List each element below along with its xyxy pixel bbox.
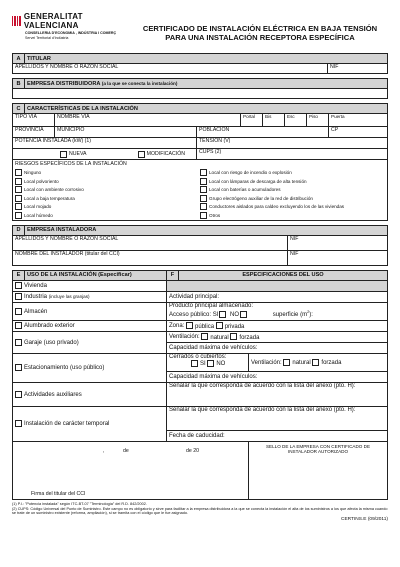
riesgo-checkbox[interactable]: [200, 178, 385, 185]
nombre-via-field[interactable]: NOMBRE VÍA: [55, 114, 241, 127]
actividad-principal-field[interactable]: Actividad principal:: [167, 291, 388, 302]
section-d-title: EMPRESA INSTALADORA: [25, 225, 388, 235]
portal-field[interactable]: Portal: [241, 114, 263, 127]
section-b-letter: B: [13, 79, 25, 89]
logo-name: GENERALITAT VALENCIANA: [23, 12, 83, 30]
checkbox-square[interactable]: [15, 212, 22, 219]
distribuidora-field[interactable]: [13, 89, 388, 99]
cerrados-si-checkbox[interactable]: SI: [191, 361, 206, 367]
poblacion-field[interactable]: POBLACIÓN: [197, 127, 329, 138]
riesgos-title: RIESGOS ESPECÍFICOS DE LA INSTALACIÓN: [15, 161, 127, 167]
riesgo-label: Local polvoriento: [24, 178, 59, 184]
tipo-instalacion-group: [13, 149, 197, 160]
temporal-senalar-field[interactable]: Señalar la que corresponda de acuerdo con la lista del anexo (pto. H):: [167, 406, 388, 430]
certificate-form: [12, 10, 388, 558]
cerrados-group: Cerrados o cubiertos: SI NO: [167, 353, 249, 371]
cerrados-no-checkbox[interactable]: NO: [207, 361, 225, 367]
superficie-field[interactable]: superficie $(m^2)$:: [272, 308, 313, 318]
riesgo-label: Local con ambiente corrosivo: [24, 187, 84, 193]
section-a: [12, 53, 388, 74]
instalador-nif-field[interactable]: NIF: [288, 250, 388, 265]
instaladora-name-field[interactable]: APELLIDOS Y NOMBRE O RAZÓN SOCIAL: [13, 235, 288, 250]
generalitat-logo: [12, 12, 127, 40]
garaje-forzada-checkbox[interactable]: forzada: [230, 335, 259, 341]
section-d-letter: D: [13, 225, 25, 235]
uso-alumbrado[interactable]: Alumbrado exterior: [13, 320, 167, 331]
riesgo-label: Local a baja temperatura: [24, 195, 75, 201]
riesgo-checkbox[interactable]: [200, 186, 385, 193]
section-c-title: CARACTERÍSTICAS DE LA INSTALACIÓN: [25, 104, 388, 114]
logo-servei: Servei Territorial d'Indústria: [25, 36, 69, 40]
titular-nif-field[interactable]: NIF: [328, 64, 388, 74]
firma-area: , de de 20 Firma del titular del CCI: [13, 441, 249, 499]
uso-temporal[interactable]: Instalación de carácter temporal: [13, 406, 167, 441]
uso-almacen[interactable]: Almacén: [13, 302, 167, 320]
senyera-icon: [12, 16, 21, 26]
riesgo-checkbox[interactable]: [200, 212, 385, 219]
footnotes: (1) P.I.: "Potencia instalada" según ITC-BT-07 "Terminología" del R.D. 842/2002. (2) CUPS: Código Universal del Punto de Suministro. Este campo no es obligatorio y sirve para facilitar a la empresa distribuidora a la que se conecta la instalación el alta de los suministros a los que afecta la misma cuando se trate de un suministro existente (reforma, ampliación), si se tramita con el código que le fue asignado.: [12, 501, 388, 516]
instaladora-nif-field[interactable]: NIF: [288, 235, 388, 250]
riesgo-checkbox[interactable]: [15, 212, 200, 219]
uso-actividades-auxiliares[interactable]: Actividades auxiliares: [13, 382, 167, 406]
checkbox-square[interactable]: [200, 212, 207, 219]
uso-estacionamiento[interactable]: Estacionamiento (uso público): [13, 353, 167, 382]
riesgo-checkbox[interactable]: [15, 169, 200, 176]
riesgo-checkbox[interactable]: [15, 178, 200, 185]
checkbox-square[interactable]: [15, 169, 22, 176]
riesgo-checkbox[interactable]: [15, 186, 200, 193]
riesgo-checkbox[interactable]: [15, 195, 200, 202]
section-b-title: EMPRESA DISTRIBUIDORA (a la que se conecta la instalación): [25, 79, 388, 89]
logo-conselleria: CONSELLERIA D'ECONOMIA , INDÚSTRIA I COMERÇ: [25, 31, 117, 35]
estac-ventilacion-group: Ventilación: natural forzada: [249, 353, 388, 371]
riesgo-checkbox[interactable]: [15, 203, 200, 210]
riesgo-label: Otros: [209, 212, 221, 218]
riesgos-list: [15, 167, 385, 220]
bis-field[interactable]: Bis: [263, 114, 285, 127]
titular-name-field[interactable]: APELLIDOS Y NOMBRE O RAZÓN SOCIAL: [13, 64, 328, 74]
riesgo-checkbox[interactable]: [200, 169, 385, 176]
riesgo-label: Ninguno: [24, 170, 42, 175]
tension-field[interactable]: TENSIÓN (V): [197, 138, 388, 149]
garaje-ventilacion-group: Ventilación: natural forzada: [167, 331, 388, 342]
checkbox-square[interactable]: [200, 169, 207, 176]
riesgo-checkbox[interactable]: [200, 195, 385, 202]
section-e-f: [12, 270, 388, 500]
actividades-senalar-field[interactable]: Señalar la que corresponda de acuerdo con la lista del anexo (pto. H):: [167, 382, 388, 406]
checkbox-square[interactable]: [200, 186, 207, 193]
estac-forzada-checkbox[interactable]: forzada: [312, 360, 341, 366]
provincia-field[interactable]: PROVINCIA: [13, 127, 55, 138]
checkbox-square[interactable]: [15, 186, 22, 193]
section-e-letter: E: [13, 270, 25, 280]
nueva-checkbox[interactable]: NUEVA: [60, 151, 86, 157]
sello-box[interactable]: SELLO DE LA EMPRESA CON CERTIFICADO DE INSTALADOR AUTORIZADO: [249, 441, 388, 499]
cups-field[interactable]: CUPS (2): [197, 149, 388, 160]
section-c-letter: C: [13, 104, 25, 114]
section-a-title: TITULAR: [25, 54, 388, 64]
riesgo-label: Local con baterías o acumuladores: [209, 187, 281, 193]
riesgo-label: Grupo electrógeno auxiliar de la red de distribución: [209, 195, 313, 201]
uso-vivienda[interactable]: Vivienda: [13, 280, 167, 291]
acceso-no-checkbox[interactable]: NO: [230, 312, 249, 318]
garaje-capacidad-field[interactable]: Capacidad máxima de vehículos:: [167, 342, 388, 353]
potencia-field[interactable]: POTENCIA INSTALADA (kW) (1): [13, 138, 197, 149]
form-header: [12, 10, 388, 53]
checkbox-square[interactable]: [15, 203, 22, 210]
form-title: CERTIFICADO DE INSTALACIÓN ELÉCTRICA EN BAJA TENSIÓN PARA UNA INSTALACIÓN RECEPTORA ESPECÍFICA: [142, 24, 378, 42]
piso-field[interactable]: Piso: [307, 114, 329, 127]
instalador-name-field[interactable]: NOMBRE DEL INSTALADOR (titular del CCI): [13, 250, 288, 265]
fecha-caducidad-field[interactable]: Fecha de caducidad:: [167, 430, 388, 441]
zona-privada-checkbox[interactable]: privada: [216, 324, 245, 330]
uso-garaje[interactable]: Garaje (uso privado): [13, 331, 167, 353]
checkbox-square[interactable]: [200, 203, 207, 210]
modificacion-checkbox[interactable]: MODIFICACIÓN: [138, 151, 185, 157]
firma-label: Firma del titular del CCI: [31, 490, 86, 497]
garaje-natural-checkbox[interactable]: natural: [201, 335, 228, 341]
riesgo-label: Conductores aislados para caldeo excluyendo los de las viviendas: [209, 204, 345, 210]
vivienda-spec-blank: [167, 280, 388, 291]
section-f-letter: F: [167, 270, 179, 280]
checkbox-square[interactable]: [15, 178, 22, 185]
checkbox-square[interactable]: [200, 178, 207, 185]
form-code: CERTINS.E (09/2011): [340, 516, 388, 522]
section-a-letter: A: [13, 54, 25, 64]
riesgo-label: Local con riesgo de incendio o explosión: [209, 170, 292, 175]
section-b: [12, 78, 388, 99]
riesgos-group: [13, 160, 388, 221]
riesgo-label: Local mojado: [24, 204, 52, 210]
uso-industria[interactable]: Industria (incluye las granjas): [13, 291, 167, 302]
almacen-spec: Producto principal almacenado: Acceso público: SI NO superficie $(m^2)$:: [167, 302, 388, 320]
section-d: [12, 225, 388, 266]
municipio-field[interactable]: MUNICIPIO: [55, 127, 197, 138]
zona-group: Zona: pública privada: [167, 320, 388, 331]
puerta-field[interactable]: Puerta: [329, 114, 388, 127]
estac-capacidad-field[interactable]: Capacidad máxima de vehículos:: [167, 371, 388, 382]
estac-natural-checkbox[interactable]: natural: [283, 360, 310, 366]
checkbox-square[interactable]: [200, 195, 207, 202]
section-c: [12, 103, 388, 221]
tipo-via-field[interactable]: TIPO VÍA: [13, 114, 55, 127]
cp-field[interactable]: CP: [329, 127, 388, 138]
riesgo-label: Local con lámparas de descarga de alta tensión: [209, 178, 307, 184]
acceso-si-checkbox[interactable]: SI: [213, 312, 229, 318]
riesgo-checkbox[interactable]: [200, 203, 385, 210]
riesgo-label: Local húmedo: [24, 212, 53, 218]
esc-field[interactable]: Esc: [285, 114, 307, 127]
section-f-title: ESPECIFICACIONES DEL USO: [179, 270, 388, 280]
checkbox-square[interactable]: [15, 195, 22, 202]
section-e-title: USO DE LA INSTALACIÓN (Especificar): [25, 270, 167, 280]
zona-publica-checkbox[interactable]: pública: [186, 324, 214, 330]
